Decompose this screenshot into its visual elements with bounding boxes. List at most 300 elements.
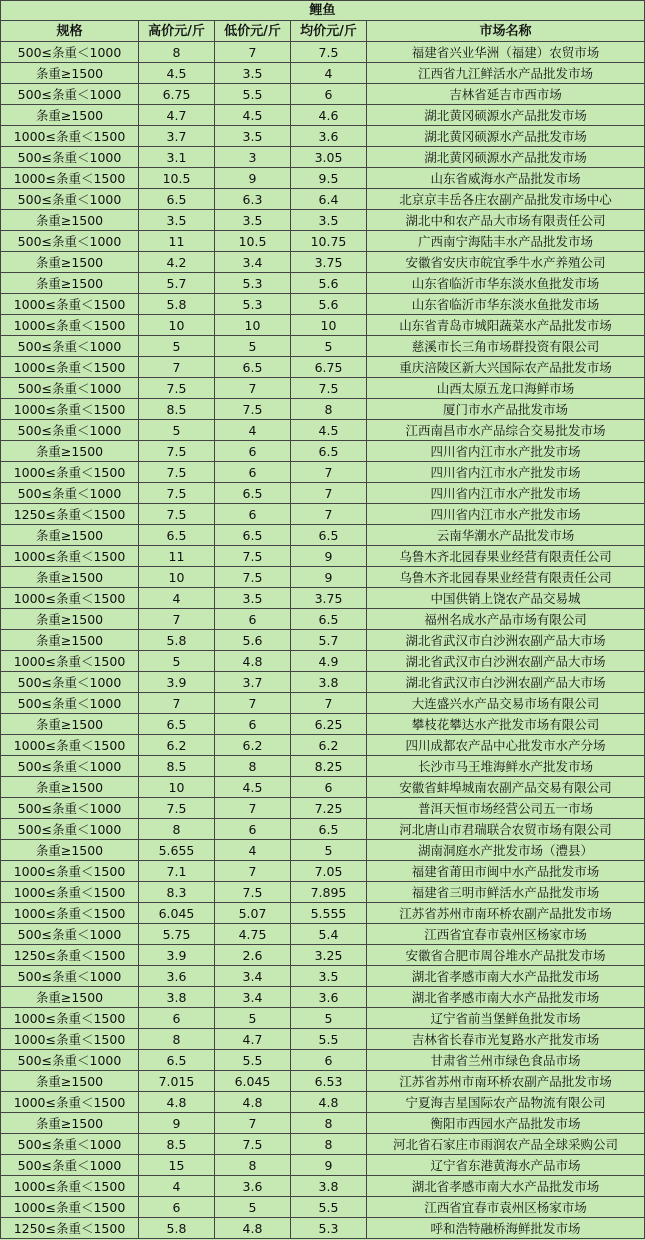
cell-high-price: 8 (139, 42, 215, 63)
cell-low-price: 4.8 (215, 1218, 291, 1239)
header-spec: 规格 (1, 21, 139, 42)
cell-low-price: 10 (215, 315, 291, 336)
cell-spec: 条重≥1500 (1, 210, 139, 231)
table-row (1, 630, 645, 651)
cell-high-price: 11 (139, 546, 215, 567)
cell-low-price: 3 (215, 147, 291, 168)
cell-low-price: 5.3 (215, 273, 291, 294)
cell-spec: 500≤条重＜1000 (1, 483, 139, 504)
cell-avg-price: 6 (291, 1050, 367, 1071)
cell-low-price: 7 (215, 693, 291, 714)
cell-spec: 500≤条重＜1000 (1, 378, 139, 399)
cell-spec: 500≤条重＜1000 (1, 189, 139, 210)
cell-avg-price: 8 (291, 1113, 367, 1134)
cell-avg-price: 7 (291, 483, 367, 504)
cell-avg-price: 7 (291, 504, 367, 525)
cell-low-price: 6 (215, 714, 291, 735)
table-row (1, 147, 645, 168)
cell-low-price: 8 (215, 1155, 291, 1176)
cell-market: 湖北黄冈硕源水产品批发市场 (367, 126, 645, 147)
cell-avg-price: 5.6 (291, 273, 367, 294)
cell-low-price: 7.5 (215, 567, 291, 588)
cell-low-price: 3.4 (215, 252, 291, 273)
table-row (1, 1176, 645, 1197)
table-row (1, 126, 645, 147)
cell-spec: 条重≥1500 (1, 441, 139, 462)
cell-market: 福州名成水产品市场有限公司 (367, 609, 645, 630)
cell-avg-price: 3.8 (291, 672, 367, 693)
cell-avg-price: 4.6 (291, 105, 367, 126)
table-row (1, 777, 645, 798)
cell-market: 湖北省武汉市白沙洲农副产品大市场 (367, 630, 645, 651)
table-body (1, 42, 645, 1239)
cell-market: 山东省威海水产品批发市场 (367, 168, 645, 189)
cell-spec: 1000≤条重＜1500 (1, 1008, 139, 1029)
cell-market: 衡阳市西园水产品批发市场 (367, 1113, 645, 1134)
table-row (1, 336, 645, 357)
table-row (1, 819, 645, 840)
cell-spec: 条重≥1500 (1, 777, 139, 798)
cell-market: 江西南昌市水产品综合交易批发市场 (367, 420, 645, 441)
cell-low-price: 6.2 (215, 735, 291, 756)
cell-spec: 1000≤条重＜1500 (1, 546, 139, 567)
table-row (1, 966, 645, 987)
cell-market: 厦门市水产品批发市场 (367, 399, 645, 420)
cell-market: 江苏省苏州市南环桥农副产品批发市场 (367, 1071, 645, 1092)
cell-avg-price: 3.75 (291, 252, 367, 273)
cell-low-price: 3.4 (215, 966, 291, 987)
table-row (1, 1218, 645, 1239)
cell-high-price: 8 (139, 1029, 215, 1050)
table-row (1, 504, 645, 525)
cell-high-price: 8 (139, 819, 215, 840)
cell-spec: 500≤条重＜1000 (1, 231, 139, 252)
table-row (1, 945, 645, 966)
cell-market: 福建省兴业华洲（福建）农贸市场 (367, 42, 645, 63)
table-row (1, 525, 645, 546)
cell-spec: 500≤条重＜1000 (1, 42, 139, 63)
cell-spec: 1000≤条重＜1500 (1, 651, 139, 672)
cell-avg-price: 6.5 (291, 609, 367, 630)
cell-low-price: 5.3 (215, 294, 291, 315)
cell-spec: 条重≥1500 (1, 987, 139, 1008)
cell-avg-price: 5 (291, 840, 367, 861)
cell-spec: 1000≤条重＜1500 (1, 399, 139, 420)
cell-high-price: 10 (139, 777, 215, 798)
cell-high-price: 5.655 (139, 840, 215, 861)
cell-market: 大连盛兴水产品交易市场有限公司 (367, 693, 645, 714)
cell-low-price: 6.5 (215, 357, 291, 378)
cell-low-price: 4 (215, 420, 291, 441)
cell-low-price: 5 (215, 1197, 291, 1218)
cell-avg-price: 3.8 (291, 1176, 367, 1197)
table-row (1, 105, 645, 126)
table-row (1, 462, 645, 483)
cell-market: 江苏省苏州市南环桥农副产品批发市场 (367, 903, 645, 924)
table-row (1, 903, 645, 924)
cell-high-price: 5 (139, 420, 215, 441)
cell-avg-price: 5.3 (291, 1218, 367, 1239)
cell-low-price: 4.5 (215, 777, 291, 798)
table-row (1, 231, 645, 252)
cell-high-price: 10.5 (139, 168, 215, 189)
cell-high-price: 6 (139, 1197, 215, 1218)
table-row (1, 735, 645, 756)
cell-market: 四川省内江市水产批发市场 (367, 462, 645, 483)
cell-spec: 500≤条重＜1000 (1, 819, 139, 840)
table-row (1, 168, 645, 189)
table-row (1, 441, 645, 462)
cell-high-price: 5 (139, 651, 215, 672)
cell-avg-price: 3.05 (291, 147, 367, 168)
cell-market: 慈溪市长三角市场群投资有限公司 (367, 336, 645, 357)
cell-low-price: 7.5 (215, 546, 291, 567)
cell-spec: 1250≤条重＜1500 (1, 1218, 139, 1239)
cell-avg-price: 7.05 (291, 861, 367, 882)
cell-avg-price: 7.25 (291, 798, 367, 819)
cell-spec: 条重≥1500 (1, 840, 139, 861)
cell-high-price: 5.75 (139, 924, 215, 945)
cell-avg-price: 3.5 (291, 966, 367, 987)
cell-market: 山东省青岛市城阳蔬菜水产品批发市场 (367, 315, 645, 336)
cell-market: 福建省三明市鲜活水产品批发市场 (367, 882, 645, 903)
table-row (1, 840, 645, 861)
cell-avg-price: 3.25 (291, 945, 367, 966)
cell-market: 乌鲁木齐北园春果业经营有限责任公司 (367, 567, 645, 588)
cell-market: 普洱天恒市场经营公司五一市场 (367, 798, 645, 819)
cell-high-price: 6.5 (139, 714, 215, 735)
cell-spec: 1000≤条重＜1500 (1, 462, 139, 483)
cell-low-price: 4.5 (215, 105, 291, 126)
cell-spec: 条重≥1500 (1, 609, 139, 630)
cell-avg-price: 5.6 (291, 294, 367, 315)
cell-low-price: 6 (215, 504, 291, 525)
cell-spec: 1000≤条重＜1500 (1, 126, 139, 147)
cell-avg-price: 8 (291, 399, 367, 420)
cell-high-price: 4 (139, 588, 215, 609)
cell-spec: 条重≥1500 (1, 525, 139, 546)
cell-high-price: 3.1 (139, 147, 215, 168)
table-row (1, 1008, 645, 1029)
cell-spec: 1000≤条重＜1500 (1, 882, 139, 903)
cell-high-price: 7.5 (139, 504, 215, 525)
cell-spec: 500≤条重＜1000 (1, 966, 139, 987)
cell-avg-price: 3.6 (291, 126, 367, 147)
cell-market: 湖北中和农产品大市场有限责任公司 (367, 210, 645, 231)
cell-market: 湖北省孝感市南大水产品批发市场 (367, 966, 645, 987)
cell-spec: 条重≥1500 (1, 714, 139, 735)
cell-avg-price: 6 (291, 84, 367, 105)
cell-spec: 1000≤条重＜1500 (1, 1092, 139, 1113)
cell-avg-price: 5 (291, 336, 367, 357)
cell-low-price: 7.5 (215, 1134, 291, 1155)
cell-spec: 条重≥1500 (1, 273, 139, 294)
cell-low-price: 3.5 (215, 63, 291, 84)
cell-spec: 条重≥1500 (1, 630, 139, 651)
cell-avg-price: 6.5 (291, 525, 367, 546)
cell-market: 湖北省武汉市白沙洲农副产品大市场 (367, 672, 645, 693)
cell-avg-price: 4.9 (291, 651, 367, 672)
cell-spec: 条重≥1500 (1, 567, 139, 588)
header-low-price: 低价元/斤 (215, 21, 291, 42)
cell-high-price: 4 (139, 1176, 215, 1197)
cell-high-price: 6.75 (139, 84, 215, 105)
table-row (1, 273, 645, 294)
cell-market: 四川省内江市水产批发市场 (367, 483, 645, 504)
cell-market: 湖北省孝感市南大水产品批发市场 (367, 1176, 645, 1197)
cell-spec: 条重≥1500 (1, 105, 139, 126)
table-row (1, 672, 645, 693)
cell-spec: 条重≥1500 (1, 1071, 139, 1092)
table-row (1, 609, 645, 630)
cell-low-price: 4.8 (215, 651, 291, 672)
cell-low-price: 3.4 (215, 987, 291, 1008)
cell-spec: 500≤条重＜1000 (1, 924, 139, 945)
cell-avg-price: 6.5 (291, 819, 367, 840)
cell-market: 四川省内江市水产批发市场 (367, 441, 645, 462)
cell-spec: 1000≤条重＜1500 (1, 1029, 139, 1050)
cell-high-price: 10 (139, 567, 215, 588)
cell-market: 四川省内江市水产批发市场 (367, 504, 645, 525)
cell-low-price: 5 (215, 1008, 291, 1029)
table-row (1, 378, 645, 399)
cell-market: 河北省石家庄市雨润农产品全球采购公司 (367, 1134, 645, 1155)
cell-market: 湖南洞庭水产批发市场（澧县） (367, 840, 645, 861)
cell-market: 山西太原五龙口海鲜市场 (367, 378, 645, 399)
table-row (1, 1134, 645, 1155)
cell-avg-price: 6 (291, 777, 367, 798)
cell-low-price: 7.5 (215, 882, 291, 903)
cell-high-price: 6.5 (139, 189, 215, 210)
cell-high-price: 7.015 (139, 1071, 215, 1092)
cell-market: 云南华潮水产品批发市场 (367, 525, 645, 546)
header-high-price: 高价元/斤 (139, 21, 215, 42)
cell-spec: 1000≤条重＜1500 (1, 357, 139, 378)
cell-spec: 500≤条重＜1000 (1, 693, 139, 714)
cell-avg-price: 5.7 (291, 630, 367, 651)
cell-low-price: 7 (215, 861, 291, 882)
table-row (1, 1071, 645, 1092)
cell-market: 吉林省长春市光复路水产批发市场 (367, 1029, 645, 1050)
cell-low-price: 6.5 (215, 525, 291, 546)
cell-low-price: 4.8 (215, 1092, 291, 1113)
cell-market: 湖北省武汉市白沙洲农副产品大市场 (367, 651, 645, 672)
cell-market: 吉林省延吉市西市场 (367, 84, 645, 105)
cell-low-price: 10.5 (215, 231, 291, 252)
cell-market: 长沙市马王堆海鲜水产批发市场 (367, 756, 645, 777)
cell-high-price: 8.5 (139, 399, 215, 420)
cell-market: 湖北黄冈硕源水产品批发市场 (367, 147, 645, 168)
cell-spec: 1000≤条重＜1500 (1, 735, 139, 756)
cell-spec: 1000≤条重＜1500 (1, 861, 139, 882)
cell-market: 广西南宁海陆丰水产品批发市场 (367, 231, 645, 252)
cell-market: 河北唐山市君瑞联合农贸市场有限公司 (367, 819, 645, 840)
cell-avg-price: 9 (291, 1155, 367, 1176)
table-row (1, 882, 645, 903)
table-row (1, 567, 645, 588)
cell-avg-price: 3.6 (291, 987, 367, 1008)
table-row (1, 861, 645, 882)
cell-avg-price: 10.75 (291, 231, 367, 252)
cell-spec: 500≤条重＜1000 (1, 420, 139, 441)
table-row (1, 315, 645, 336)
cell-high-price: 15 (139, 1155, 215, 1176)
cell-high-price: 7.1 (139, 861, 215, 882)
cell-spec: 1000≤条重＜1500 (1, 1197, 139, 1218)
cell-market: 安徽省蚌埠城南农副产品交易有限公司 (367, 777, 645, 798)
table-row (1, 1155, 645, 1176)
cell-avg-price: 10 (291, 315, 367, 336)
cell-spec: 条重≥1500 (1, 63, 139, 84)
cell-avg-price: 7 (291, 462, 367, 483)
cell-high-price: 11 (139, 231, 215, 252)
cell-avg-price: 6.53 (291, 1071, 367, 1092)
cell-market: 重庆涪陵区新大兴国际农产品批发市场 (367, 357, 645, 378)
cell-avg-price: 5.5 (291, 1029, 367, 1050)
table-row (1, 42, 645, 63)
cell-market: 江西省宜春市袁州区杨家市场 (367, 924, 645, 945)
cell-low-price: 7 (215, 798, 291, 819)
cell-market: 四川成都农产品中心批发市水产分场 (367, 735, 645, 756)
cell-avg-price: 5.4 (291, 924, 367, 945)
cell-market: 福建省莆田市闽中水产品批发市场 (367, 861, 645, 882)
cell-market: 北京京丰岳各庄农副产品批发市场中心 (367, 189, 645, 210)
table-row (1, 651, 645, 672)
cell-market: 山东省临沂市华东淡水鱼批发市场 (367, 294, 645, 315)
cell-low-price: 7 (215, 378, 291, 399)
cell-low-price: 4.7 (215, 1029, 291, 1050)
cell-high-price: 4.2 (139, 252, 215, 273)
cell-spec: 1000≤条重＜1500 (1, 1176, 139, 1197)
cell-high-price: 3.5 (139, 210, 215, 231)
cell-market: 安徽省安庆市皖宜季牛水产养殖公司 (367, 252, 645, 273)
cell-market: 江西省宜春市袁州区杨家市场 (367, 1197, 645, 1218)
table-row (1, 399, 645, 420)
table-row (1, 294, 645, 315)
cell-avg-price: 6.75 (291, 357, 367, 378)
cell-low-price: 6 (215, 462, 291, 483)
table-row (1, 63, 645, 84)
table-row (1, 1029, 645, 1050)
cell-spec: 1250≤条重＜1500 (1, 945, 139, 966)
cell-avg-price: 9 (291, 546, 367, 567)
cell-high-price: 7.5 (139, 441, 215, 462)
cell-market: 辽宁省东港黄海水产品市场 (367, 1155, 645, 1176)
cell-avg-price: 8 (291, 1134, 367, 1155)
cell-high-price: 7.5 (139, 483, 215, 504)
cell-avg-price: 6.4 (291, 189, 367, 210)
cell-avg-price: 9 (291, 567, 367, 588)
cell-avg-price: 3.5 (291, 210, 367, 231)
cell-spec: 1000≤条重＜1500 (1, 294, 139, 315)
cell-low-price: 7 (215, 1113, 291, 1134)
header-avg-price: 均价元/斤 (291, 21, 367, 42)
cell-high-price: 4.8 (139, 1092, 215, 1113)
cell-market: 中国供销上饶农产品交易城 (367, 588, 645, 609)
table-row (1, 1113, 645, 1134)
cell-low-price: 3.7 (215, 672, 291, 693)
cell-avg-price: 7 (291, 693, 367, 714)
cell-low-price: 8 (215, 756, 291, 777)
cell-high-price: 10 (139, 315, 215, 336)
cell-market: 甘肃省兰州市绿色食品市场 (367, 1050, 645, 1071)
cell-low-price: 5 (215, 336, 291, 357)
cell-low-price: 6 (215, 441, 291, 462)
cell-market: 山东省临沂市华东淡水鱼批发市场 (367, 273, 645, 294)
cell-high-price: 5.7 (139, 273, 215, 294)
cell-spec: 条重≥1500 (1, 252, 139, 273)
cell-high-price: 5.8 (139, 1218, 215, 1239)
cell-market: 呼和浩特融桥海鲜批发市场 (367, 1218, 645, 1239)
cell-high-price: 3.9 (139, 672, 215, 693)
cell-avg-price: 8.25 (291, 756, 367, 777)
cell-avg-price: 7.5 (291, 378, 367, 399)
cell-high-price: 7.5 (139, 798, 215, 819)
cell-high-price: 6.2 (139, 735, 215, 756)
table-row (1, 357, 645, 378)
cell-market: 安徽省合肥市周谷堆水产品批发市场 (367, 945, 645, 966)
cell-spec: 500≤条重＜1000 (1, 336, 139, 357)
cell-spec: 500≤条重＜1000 (1, 1050, 139, 1071)
table-row (1, 1197, 645, 1218)
cell-market: 辽宁省前当堡鲜鱼批发市场 (367, 1008, 645, 1029)
cell-spec: 500≤条重＜1000 (1, 147, 139, 168)
cell-low-price: 5.6 (215, 630, 291, 651)
cell-low-price: 5.07 (215, 903, 291, 924)
cell-spec: 500≤条重＜1000 (1, 1134, 139, 1155)
cell-high-price: 4.5 (139, 63, 215, 84)
cell-spec: 500≤条重＜1000 (1, 672, 139, 693)
cell-avg-price: 7.5 (291, 42, 367, 63)
cell-high-price: 6.045 (139, 903, 215, 924)
cell-spec: 500≤条重＜1000 (1, 84, 139, 105)
cell-high-price: 7.5 (139, 462, 215, 483)
table-row (1, 252, 645, 273)
cell-high-price: 8.3 (139, 882, 215, 903)
cell-spec: 500≤条重＜1000 (1, 798, 139, 819)
cell-avg-price: 4.8 (291, 1092, 367, 1113)
cell-low-price: 6 (215, 819, 291, 840)
cell-high-price: 3.7 (139, 126, 215, 147)
table-row (1, 756, 645, 777)
cell-low-price: 7.5 (215, 399, 291, 420)
cell-high-price: 4.7 (139, 105, 215, 126)
cell-high-price: 5.8 (139, 294, 215, 315)
table-row (1, 714, 645, 735)
cell-low-price: 5.5 (215, 1050, 291, 1071)
cell-high-price: 7 (139, 693, 215, 714)
cell-market: 宁夏海吉星国际农产品物流有限公司 (367, 1092, 645, 1113)
cell-high-price: 6.5 (139, 525, 215, 546)
header-market: 市场名称 (367, 21, 645, 42)
cell-avg-price: 3.75 (291, 588, 367, 609)
table-row (1, 987, 645, 1008)
cell-spec: 1000≤条重＜1500 (1, 588, 139, 609)
cell-low-price: 4.75 (215, 924, 291, 945)
cell-avg-price: 7.895 (291, 882, 367, 903)
table-row (1, 924, 645, 945)
cell-low-price: 2.6 (215, 945, 291, 966)
cell-low-price: 3.5 (215, 588, 291, 609)
table-row (1, 1092, 645, 1113)
cell-low-price: 6 (215, 609, 291, 630)
cell-low-price: 6.5 (215, 483, 291, 504)
cell-spec: 1000≤条重＜1500 (1, 168, 139, 189)
table-row (1, 420, 645, 441)
table-row (1, 693, 645, 714)
cell-low-price: 6.045 (215, 1071, 291, 1092)
cell-market: 湖北省孝感市南大水产品批发市场 (367, 987, 645, 1008)
